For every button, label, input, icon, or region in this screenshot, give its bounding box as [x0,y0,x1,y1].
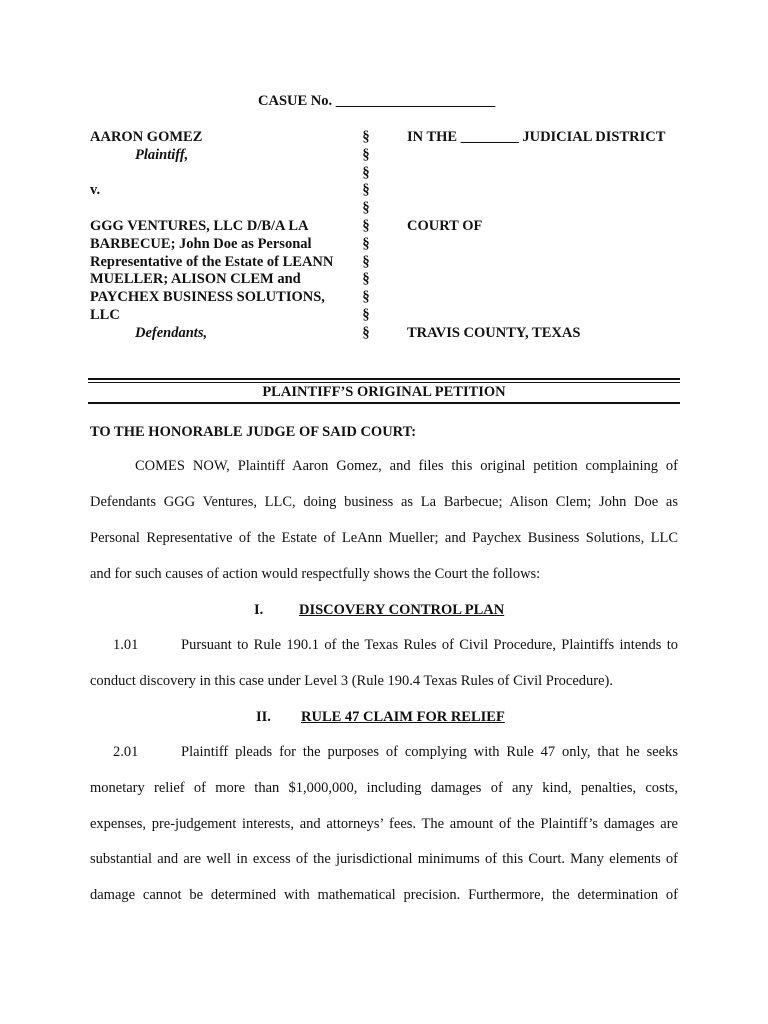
section-symbol: § [362,289,370,306]
caption-party-line: Representative of the Estate of LEANN [90,253,334,270]
petition-title: PLAINTIFF’S ORIGINAL PETITION [262,384,506,400]
intro-line-4: and for such causes of action would respectfully shows the Court the follows: [90,566,541,582]
caption-county: TRAVIS COUNTY, TEXAS [407,325,581,341]
caption-party-line: MUELLER; ALISON CLEM and [90,271,301,288]
section-symbol: § [362,146,370,163]
caption-judicial-district: IN THE ________ JUDICIAL DISTRICT [407,129,666,145]
caption-party-line: GGG VENTURES, LLC D/B/A LA [90,217,309,234]
section-symbol: § [362,306,370,323]
intro-line-3: Personal Representative of the Estate of LeAnn Mueller; and Paychex Business Solutions, LLC [90,530,678,546]
section-symbol: § [362,253,370,270]
section-symbol: § [362,182,370,199]
caption-party-line [90,165,355,183]
caption-party-line [90,200,355,218]
section-symbol: § [362,235,370,252]
caption-party-line: Plaintiff, [135,146,189,163]
para-2-01-line-2: monetary relief of more than $1,000,000, including damages of any kind, penalties, costs, [90,780,678,796]
section-symbol: § [362,324,370,341]
para-1-01-line-1: Pursuant to Rule 190.1 of the Texas Rules of Civil Procedure, Plaintiffs intends to [181,637,678,653]
caption-party-line: v. [90,182,101,199]
caption-party-line: PAYCHEX BUSINESS SOLUTIONS, [90,289,325,306]
para-1-01-number: 1.01 [113,637,139,653]
caption-party-line: BARBECUE; John Doe as Personal [90,235,312,252]
intro-line-2: Defendants GGG Ventures, LLC, doing business as La Barbecue; Alison Clem; John Doe as [90,494,678,510]
intro-line-1: COMES NOW, Plaintiff Aaron Gomez, and files this original petition complaining of [135,458,678,474]
section-1-number: I. [254,602,264,618]
section-symbol: § [362,200,370,217]
para-2-01-line-3: expenses, pre-judgement interests, and attorneys’ fees. The amount of the Plaintiff’s damages are [90,816,678,832]
para-2-01-line-5: damage cannot be determined with mathematical precision. Furthermore, the determination of [90,887,678,903]
section-symbol: § [362,129,370,145]
caption-party-line: LLC [90,306,120,323]
salutation: TO THE HONORABLE JUDGE OF SAID COURT: [90,424,417,440]
caption-court-of: COURT OF [407,218,483,234]
section-2-title: RULE 47 CLAIM FOR RELIEF [301,709,505,725]
para-2-01-number: 2.01 [113,744,139,760]
caption-party-line: Defendants, [135,324,208,341]
title-rule-top-thick [88,378,680,380]
section-symbol: § [362,164,370,181]
para-2-01-line-1: Plaintiff pleads for the purposes of complying with Rule 47 only, that he seeks [181,744,678,760]
para-2-01-line-4: substantial and are well in excess of the jurisdictional minimums of this Court. Many elements of [90,851,678,867]
section-symbol: § [362,271,370,288]
caption-parties [90,129,355,343]
section-1-title: DISCOVERY CONTROL PLAN [299,602,505,618]
caption-party-line: AARON GOMEZ [90,129,203,145]
section-2-number: II. [256,709,271,725]
case-number-label: CASUE No. ______________________ [258,93,496,109]
section-symbol: § [362,217,370,234]
para-1-01-line-2: conduct discovery in this case under Level 3 (Rule 190.4 Texas Rules of Civil Procedure). [90,673,614,689]
title-rule-bottom [88,402,680,404]
title-rule-top-thin [88,382,680,383]
caption-section-symbols [357,129,375,343]
